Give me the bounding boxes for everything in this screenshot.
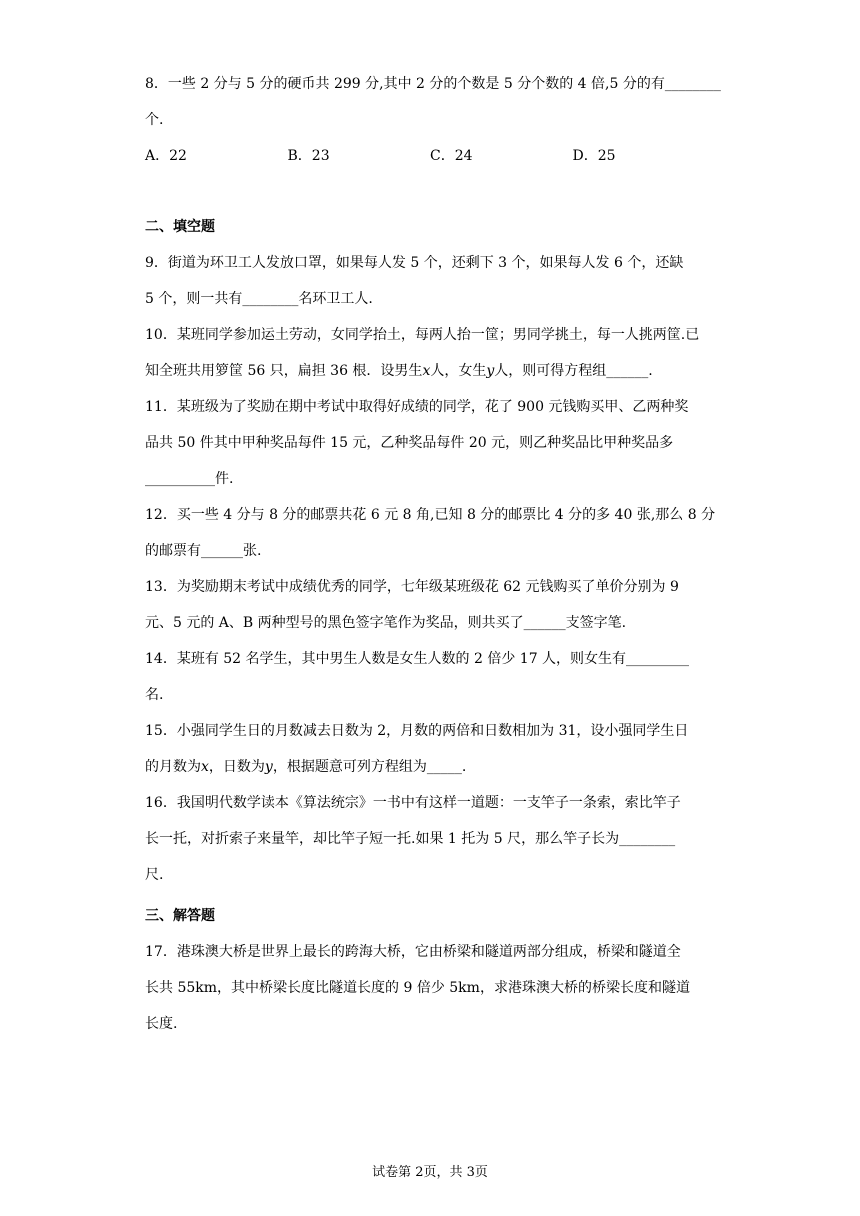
question-8-options [145,138,715,174]
question-14-text-line-1: 14．某班有 52 名学生，其中男生人数是女生人数的 2 倍少 17 人，则女生有_________ [145,651,690,667]
fill-in-questions [145,245,715,893]
question-8 [145,66,721,174]
option-d: D．25 [572,148,616,164]
section-3-heading: 三、解答题 [145,908,215,924]
option-c: C．24 [430,148,473,164]
question-17-text-line-2: 长共 55km，其中桥梁长度比隧道长度的 9 倍少 5km，求港珠澳大桥的桥梁长度和隧道 [145,980,690,996]
question-16-text-line-2: 长一托，对折索子来量竿，却比竿子短一托.如果 1 托为 5 尺，那么竿子长为________ [145,831,676,847]
variable-y: y [486,363,495,379]
question-17-text-line-3: 长度. [145,1016,178,1032]
question-15-text-c: ，根据题意可列方程组为_____. [272,759,467,775]
question-10-text-b: 人，女生 [430,363,487,379]
question-15-text-line-1: 15．小强同学生日的月数减去日数为 2，月数的两倍和日数相加为 31，设小强同学生日 [145,723,689,739]
question-12-text-line-1: 12．买一些 4 分与 8 分的邮票共花 6 元 8 角,已知 8 分的邮票比 4 分的多 40 张,那么 8 分 [145,507,716,523]
question-16-text-line-1: 16．我国明代数学读本《算法统宗》一书中有这样一道题：一支竿子一条索，索比竿子 [145,795,681,811]
question-11-text-line-3: __________件. [145,471,234,487]
question-8-text-line-2: 个. [145,112,164,128]
variable-x: x [201,759,209,775]
question-15-text-a: 的月数为 [145,759,201,775]
question-10-text-a: 知全班共用箩筐 56 只，扁担 36 根．设男生 [145,363,423,379]
question-15-text-line-2 [145,749,715,785]
question-13-text-line-2: 元、5 元的 A、B 两种型号的黑色签字笔作为奖品，则共买了______支签字笔. [145,615,627,631]
question-11-text-line-1: 11．某班级为了奖励在期中考试中取得好成绩的同学，花了 900 元钱购买甲、乙两种奖 [145,399,689,415]
variable-y: y [264,759,273,775]
option-a: A．22 [145,148,187,164]
page-footer: 试卷第 2页，共 3页 [372,1165,488,1180]
question-9-text-line-2: 5 个，则一共有________名环卫工人. [145,291,373,307]
section-2-heading: 二、填空题 [145,219,215,235]
question-16-text-line-3: 尺. [145,867,164,883]
question-17 [145,934,715,1042]
option-b: B．23 [287,148,330,164]
variable-x: x [422,363,431,379]
question-8-text-line-1: 8．一些 2 分与 5 分的硬币共 299 分,其中 2 分的个数是 5 分个数的 4 倍,5 分的有________ [145,76,721,92]
question-15-text-b: ，日数为 [208,759,265,775]
question-10-text-c: 人，则可得方程组______. [494,363,653,379]
question-12-text-line-2: 的邮票有______张. [145,543,262,559]
question-14-text-line-2: 名. [145,687,164,703]
question-9-text-line-1: 9．街道为环卫工人发放口罩，如果每人发 5 个，还剩下 3 个，如果每人发 6 个，还缺 [145,255,684,271]
question-11-text-line-2: 品共 50 件其中甲种奖品每件 15 元，乙种奖品每件 20 元，则乙种奖品比甲种奖品多 [145,435,674,451]
question-13-text-line-1: 13．为奖励期末考试中成绩优秀的同学，七年级某班级花 62 元钱购买了单价分别为 9 [145,579,679,595]
question-10-text-line-1: 10．某班同学参加运土劳动，女同学抬土，每两人抬一筐；男同学挑土，每一人挑两筐.已 [145,327,700,343]
question-17-text-line-1: 17．港珠澳大桥是世界上最长的跨海大桥，它由桥梁和隧道两部分组成，桥梁和隧道全 [145,944,681,960]
question-10-text-line-2 [145,353,715,389]
